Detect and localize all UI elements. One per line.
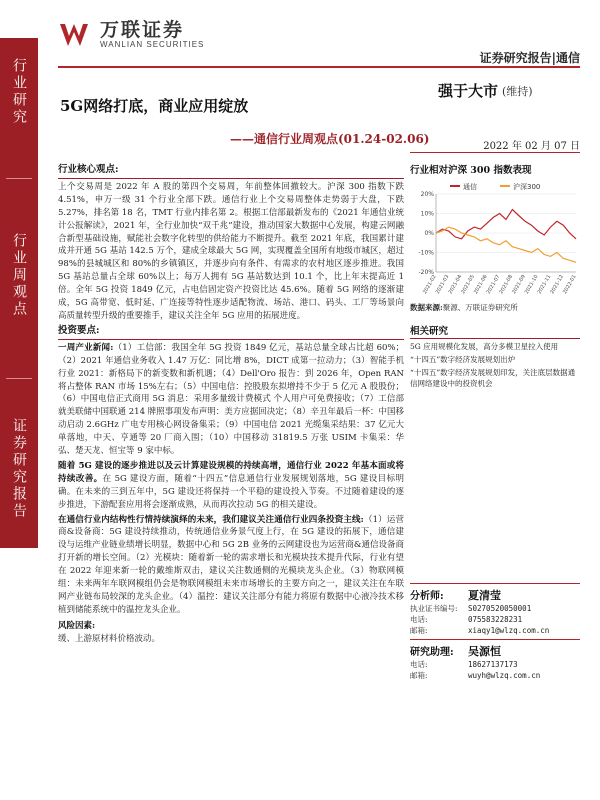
analyst-info-row	[410, 603, 580, 614]
assistant-info-row	[410, 670, 580, 681]
analyst-info-row	[410, 625, 580, 636]
report-title: 5G网络打底，商业应用绽放	[60, 97, 249, 115]
analyst-role: 分析师:	[410, 591, 444, 602]
x-tick-label: 2021-08	[498, 274, 515, 296]
rating-value: 强于大市	[438, 82, 499, 100]
info-label: 邮箱:	[410, 626, 428, 635]
header-divider	[58, 66, 580, 68]
info-label: 电话:	[410, 660, 428, 669]
x-tick-label: 2021-05	[460, 274, 476, 296]
analyst-divider	[410, 583, 580, 584]
sidebar-divider	[6, 178, 32, 179]
logo-w-icon	[58, 22, 96, 48]
x-tick-label: 2021-04	[447, 274, 464, 296]
series-line	[436, 227, 576, 262]
license-number: S0270520050001	[468, 604, 532, 613]
brand-name-cn: 万联证券	[100, 19, 185, 41]
email-link[interactable]: wuyh@wlzq.com.cn	[468, 671, 541, 680]
assistant-role: 研究助理:	[410, 647, 454, 658]
sidebar-label-research-report: 证券研究报告	[11, 418, 27, 520]
info-label: 执业证书编号:	[410, 604, 458, 613]
chart-source-label: 数据来源:	[410, 303, 443, 312]
phone-number: 18627137173	[468, 660, 518, 669]
y-tick-label: 20%	[420, 191, 434, 198]
info-label: 邮箱:	[410, 671, 428, 680]
weekly-news-lead: 一周产业新闻:	[58, 342, 114, 353]
x-tick-label: 2022-01	[562, 274, 578, 296]
y-tick-label: 10%	[420, 210, 434, 218]
x-tick-label: 2021-12	[549, 274, 566, 296]
email-link[interactable]: xiaqy1@wlzq.com.cn	[468, 626, 550, 635]
y-tick-label: -10%	[418, 249, 434, 257]
core-view-paragraph: 上个交易周是 2022 年 A 股的第四个交易周，年前整体回撤较大。沪深 300 指数下跌 4.51%，申万一级 31 个行业全部下跌。通信行业上个交易周整体走势弱于大盘，下跌 5.27%，排名第 18 名，TMT 行业内排名第 2。根据工信部最新发布的《2021 年通信业统计公报解读》，2021 年，全行业加快“双千兆”建设，推动国家大数据中心发展，构建云网融合新型基础设施，赋能社会数字化转型的供给能力不断提升。截至 2021 年底，我国累计建成并开通 5G 基站 142.5 万个，建成全球最大 5G 网，实现覆盖全国所有地级市城区，超过 98%的县城城区和 80%的乡镇镇区，并逐步向有条件、有需求的农村地区逐步推进。我国 5G 基站总量占全球 60%以上；每万人拥有 5G 基站数达到 10.1 个，比上年末提高近 1 倍。全年 5G 投资 1849 亿元，占电信固定资产投资比达 45.6%。随着 5G 网络的逐渐建成，5G 高带宽、低时延、广连接等特性逐步适配物流、场站、港口、码头、工厂等场景向高质量转型升级的重要推手，建议关注全年 5G 应用的拓展进度。	[58, 181, 404, 321]
brand-logo	[58, 20, 204, 49]
right-column	[410, 162, 580, 389]
x-tick-label: 2021-03	[434, 274, 451, 296]
rating-status: (维持)	[502, 85, 533, 98]
investment-lines-text: （1）运营商&设备商：5G 建设持续推动，传统通信业务景气度上行，在 5G 建设的拓展下，通信建设与运维产业链业绩增长明显，数据中心和 5G 2B 业务的云网建设也为运营商&通信设备商打开新的增长空间。（2）光模块：随着新一轮的需求增长和光模块技术提升代际，行业有望在 2022 年迎来新一轮的戴维斯双击，建议关注数通侧的光模块龙头企业。（3）物联网模组：未来两年车联网模组仍会是物联网模组未来市场增长的主要方向之一，建议关注在车联网产业链布局较深的龙头企业。（4）温控：建议关注部分有能力将原有数据中心液冷技术移植到储能系统中的温控龙头企业。	[58, 514, 404, 615]
report-date: 2022 年 02 月 07 日	[483, 141, 580, 152]
legend-label: 通信	[463, 183, 477, 191]
chart-source	[410, 302, 580, 313]
y-tick-label: 0%	[424, 230, 434, 237]
report-type-label: 证券研究报告|通信	[479, 51, 580, 65]
sidebar-label-weekly-view: 行业周观点	[11, 233, 27, 318]
series-line	[436, 210, 576, 239]
phone-number: 075583228231	[468, 615, 523, 624]
core-view-heading: 行业核心观点:	[58, 164, 404, 179]
risk-heading: 风险因素:	[58, 620, 96, 631]
left-sidebar	[0, 38, 38, 548]
related-research-heading: 相关研究	[410, 323, 580, 339]
analyst-header	[410, 587, 580, 603]
weekly-news-paragraph	[58, 342, 404, 458]
legend-label: 沪深300	[513, 183, 541, 191]
risk-section	[58, 620, 404, 646]
outlook-paragraph	[58, 460, 404, 512]
outlook-text: 在 5G 建设方面，随着“十四五”信息通信行业发展规划落地，5G 建设目标明确。在未来的三到五年中，5G 建设还将保持一个平稳的建设投入节奏。不过随着建设的逐步推进，下游配套应用将会逐渐成熟，从而再次拉动 5G 的相关建设。	[58, 473, 404, 510]
x-tick-label: 2021-07	[485, 274, 502, 296]
analyst-name: 夏清莹	[468, 589, 501, 602]
related-item[interactable]: 5G 应用规模化发展，高分多模卫星拉入使用	[410, 342, 559, 351]
assistant-info-row	[410, 659, 580, 670]
assistant-header	[410, 643, 580, 659]
analyst-info-row	[410, 614, 580, 625]
chart-title: 行业相对沪深 300 指数表现	[410, 165, 532, 176]
main-content	[58, 162, 404, 646]
performance-chart	[410, 180, 580, 300]
chart-source-text: 聚源、万联证券研究所	[442, 303, 518, 312]
x-tick-label: 2021-10	[523, 274, 540, 296]
weekly-news-text: （1）工信部：我国全年 5G 投资 1849 亿元，基站总量全球占比超 60%；（2）2021 年通信业务收入 1.47 万亿：同比增 8%，DICT 成第一拉动力；（3）智能手机行业 2021：新格局下的新变数和新机遇；（4）Dell'Oro 报告：到 2026 年，Open RAN 将占整体 RAN 市场 15%左右；（5）中国电信：控股股东拟增持不少于 5 亿元 A 股股份；（6）中国电信正式商用 5G 消息：采用多量级计费模式 个人用户可免费接收；（7）工信部就美联储中国联通 214 牌照事项发布声明：美方应据回决定；（8）辛丑年最后一杯：中国移动启动 2.6GHz 广电专用核心网设备集采；（9）中国电信 2021 光缆集采结果：37 亿元大单落地，中天、亨通等 20 厂商入围；（10）中国移动 31819.5 万张 USIM 卡集采：华弘、楚天龙、恒宝等 9 家中标。	[58, 342, 404, 457]
x-tick-label: 2021-11	[536, 274, 553, 296]
rating-box	[410, 72, 580, 122]
assistant-name: 吴源恒	[468, 645, 501, 658]
y-tick-label: -20%	[418, 269, 434, 276]
x-tick-label: 2021-06	[472, 274, 489, 296]
investment-heading: 投资要点:	[58, 325, 404, 340]
x-tick-label: 2021-09	[511, 274, 527, 296]
info-label: 电话:	[410, 615, 428, 624]
outlook-lead: 随着 5G 建设的逐步推进以及云计算建设规模的持续高增，通信行业 2022 年基本面或将持续改善。	[58, 460, 404, 484]
analyst-divider	[410, 639, 580, 640]
analyst-block	[410, 580, 580, 681]
risk-text: 缓、上游原材料价格波动。	[58, 633, 161, 644]
related-item[interactable]: “十四五”数字经济发展规划出炉	[410, 355, 516, 364]
investment-lines-paragraph	[58, 514, 404, 617]
sidebar-divider	[6, 378, 32, 379]
rating-divider	[410, 152, 580, 153]
related-item[interactable]: “十四五”数字经济发展规划印发，关注底层数据通信网络建设中的投资机会	[410, 368, 576, 388]
sidebar-label-industry-research: 行业研究	[11, 58, 27, 126]
investment-lines-lead: 在通信行业内结构性行情持续演绎的未来，我们建议关注通信行业四条投资主线:	[58, 514, 364, 525]
brand-name-en: WANLIAN SECURITIES	[100, 40, 205, 49]
report-subtitle: ——通信行业周观点(01.24-02.06)	[230, 132, 430, 146]
x-tick-label: 2021-02	[422, 274, 438, 296]
